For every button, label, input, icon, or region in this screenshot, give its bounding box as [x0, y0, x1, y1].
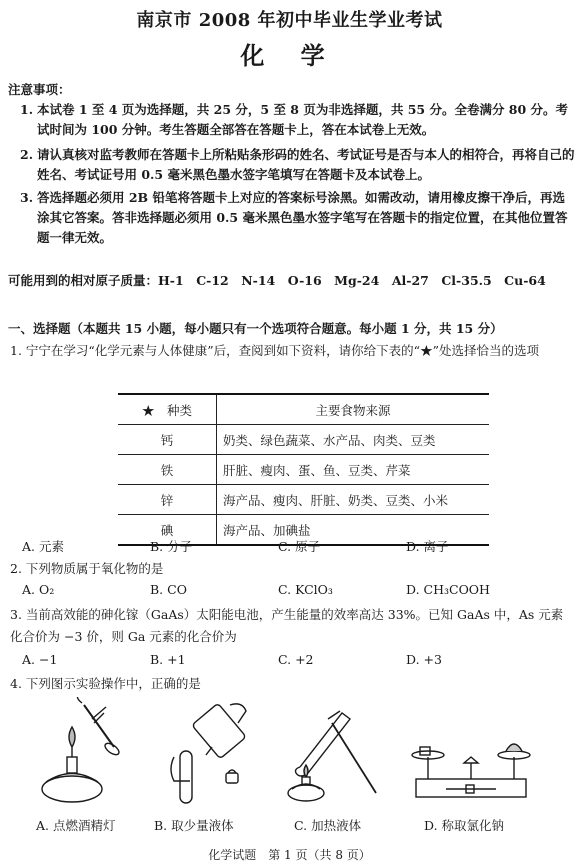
question-2-stem: 2. 下列物质属于氧化物的是	[10, 561, 164, 576]
question-3-options	[22, 652, 572, 672]
notice-text: 请认真核对监考教师在答题卡上所粘贴条形码的姓名、考试证号是否与本人的相符合，再将自己的姓名、考试证号用 0.5 毫米黑色墨水签字笔填写在答题卡及本试卷上。	[37, 147, 575, 182]
table-header-cell: 主要食物来源	[217, 394, 490, 425]
notice-item-3	[20, 188, 576, 248]
option-b[interactable]: B. CO	[150, 582, 187, 597]
caption-b: B. 取少量液体	[154, 818, 234, 833]
caption-a: A. 点燃酒精灯	[36, 818, 116, 833]
option-c[interactable]: C. KClO₃	[278, 582, 333, 597]
table-cell: 钙	[118, 425, 217, 455]
option-a[interactable]: A. O₂	[22, 582, 55, 597]
notice-number: 3.	[20, 190, 34, 205]
notice-text: 本试卷 1 至 4 页为选择题，共 25 分，5 至 8 页为非选择题，共 55 分。全卷满分 80 分。考试时间为 100 分钟。考生答题全部答在答题卡上，答在本试卷上无效。	[37, 102, 569, 137]
food-source-table	[118, 393, 489, 546]
lighting-alcohol-lamp-icon[interactable]	[34, 697, 134, 809]
option-c[interactable]: C. 原子	[278, 539, 321, 554]
notice-number: 1.	[20, 102, 34, 117]
subject-title: 化 学	[240, 41, 339, 70]
page-footer: 化学试题 第 1 页（共 8 页）	[208, 848, 371, 862]
option-d[interactable]: D. +3	[406, 652, 442, 667]
notice-item-2	[20, 145, 576, 185]
notice-text: 答选择题必须用 2B 铅笔将答题卡上对应的答案标号涂黑。如需改动，请用橡皮擦干净后，再选涂其它答案。答非选择题必须用 0.5 毫米黑色墨水签字笔写在答题卡的指定位置，在其他位置答题一律无效。	[37, 190, 568, 245]
table-row	[118, 425, 489, 455]
table-cell: 铁	[118, 455, 217, 485]
option-a[interactable]: A. 元素	[22, 539, 64, 554]
section-heading: 一、选择题（本题共 15 小题，每小题只有一个选项符合题意。每小题 1 分，共 15 分）	[8, 321, 503, 336]
option-b[interactable]: B. +1	[150, 652, 186, 667]
heating-liquid-icon[interactable]	[284, 697, 384, 809]
table-cell: 奶类、绿色蔬菜、水产品、肉类、豆类	[217, 425, 490, 455]
table-cell: 海产品、加碘盐	[217, 515, 490, 546]
table-header-row	[118, 394, 489, 425]
option-c[interactable]: C. +2	[278, 652, 314, 667]
weighing-balance-icon[interactable]	[406, 697, 536, 809]
table-row	[118, 455, 489, 485]
table-cell: 肝脏、瘦肉、蛋、鱼、豆类、芹菜	[217, 455, 490, 485]
pouring-liquid-icon[interactable]	[160, 697, 260, 809]
option-a[interactable]: A. −1	[22, 652, 58, 667]
caption-d: D. 称取氯化钠	[424, 818, 505, 833]
table-cell: 海产品、瘦肉、肝脏、奶类、豆类、小米	[217, 485, 490, 515]
option-d[interactable]: D. CH₃COOH	[406, 582, 490, 597]
question-1-options	[22, 537, 572, 557]
option-d[interactable]: D. 离子	[406, 539, 449, 554]
notice-number: 2.	[20, 147, 34, 162]
question-1-stem: 1. 宁宁在学习“化学元素与人体健康”后，查阅到如下资料，请你给下表的“★”处选择恰当的选项	[10, 343, 539, 358]
question-2-options	[22, 582, 572, 602]
table-cell: 碘	[118, 515, 217, 546]
notice-heading: 注意事项：	[8, 82, 71, 97]
notice-item-1	[20, 100, 576, 140]
table-header-cell: ★ 种类	[118, 394, 217, 425]
caption-c: C. 加热液体	[294, 818, 362, 833]
option-b[interactable]: B. 分子	[150, 539, 193, 554]
table-row	[118, 485, 489, 515]
table-cell: 锌	[118, 485, 217, 515]
question-4-stem: 4. 下列图示实验操作中，正确的是	[10, 676, 201, 691]
atomic-masses: 可能用到的相对原子质量：H-1 C-12 N-14 O-16 Mg-24 Al-27 Cl-35.5 Cu-64	[8, 273, 546, 288]
question-3-stem: 3. 当前高效能的砷化镓（GaAs）太阳能电池，产生能量的效率高达 33%。已知 GaAs 中，As 元素化合价为 −3 价，则 Ga 元素的化合价为	[10, 607, 564, 644]
exam-title: 南京市 2008 年初中毕业生学业考试	[136, 10, 443, 31]
